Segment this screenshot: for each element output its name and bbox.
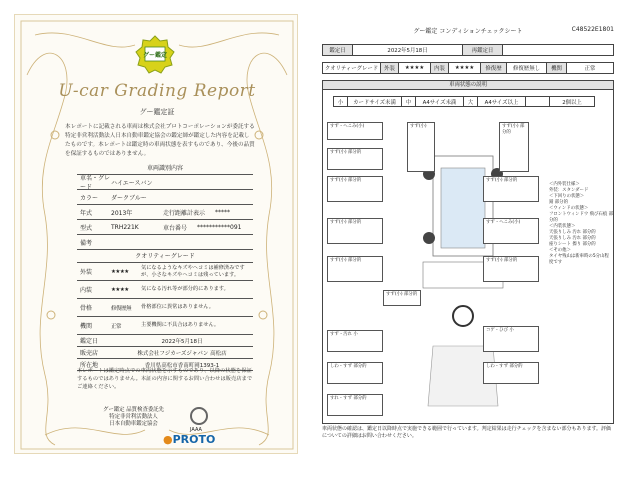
shop-value: 株式会社フジカーズジャパン 高松店 <box>137 350 227 357</box>
grade-row-frame <box>77 299 253 317</box>
footer-note: 本レポートは鑑定時点での車両状態を示すものであり、以降の状態を保証するものではありません。本証の内容に関するお問い合わせは販売店までご連絡ください。 <box>77 368 253 390</box>
grade-row-interior <box>77 281 253 299</box>
vehicle-section-title: 車両識別内容 <box>77 163 253 175</box>
damage-box: コゲ・ひび 小 <box>483 326 539 352</box>
vehicle-table <box>77 163 253 371</box>
grade-row <box>322 62 614 74</box>
row-value: ハイエースバン <box>111 179 153 187</box>
table-row <box>77 235 253 250</box>
jaaa-logo-icon <box>190 407 208 425</box>
certificate-title: U-car Grading Report <box>58 81 256 101</box>
proto-brand: PROTO <box>172 433 216 446</box>
engine-label: 機関 <box>547 63 567 73</box>
table-row <box>77 190 253 205</box>
legend-cell: 中 <box>402 97 416 106</box>
issuer-text: グー鑑定 品質検査委託先 特定非営利活動法人 日本自動車鑑定協会 <box>103 407 165 427</box>
year-label: 年式 <box>80 209 93 217</box>
condition-check-sheet <box>322 26 614 446</box>
damage-box: すず(小) 部分的 <box>327 176 383 202</box>
chassis-label: 車台番号 <box>163 224 188 232</box>
state-title: 車両状態の説明 <box>322 80 614 90</box>
grade-key: 骨格 <box>80 305 93 312</box>
grade-value: 正常 <box>111 323 122 330</box>
bottom-note: 車両状態の確認は、鑑定日以降時点で実施できる範囲で行っています。判定結果は走行チェックを含まない部分もあります。評価についての詳細はお問い合わせください。 <box>322 426 612 439</box>
row-key: カラー <box>80 194 99 202</box>
proto-mark-icon: ● <box>163 433 173 446</box>
legend-cell: カードサイズ未満 <box>348 97 402 106</box>
address-value: 香川県高松市香南町岡1393-1 <box>144 362 220 369</box>
grade-desc: 気になるようなキズやヘコミは補修済みですが、小さなキズやヘコミは残っています。 <box>141 264 245 278</box>
condition-notes: ＜内外装仕様＞ 外装：スタンダード ＜下回りの状態＞ 錆 部分的 ＜ウィンドの状態＞ フロントウィンドウ 飛び石痕 部分的 ＜内装状態＞ 天張りしみ 汚れ 部分的 天張りしみ 汚れ 部分的 座りシート 擦り 部分的 ＜その他＞ タイヤ残山は新車時の5分山程度です <box>549 182 613 265</box>
legend-cell: 小 <box>334 97 348 106</box>
damage-box: すず(小) <box>407 122 435 172</box>
vehicle-diagram <box>322 90 614 424</box>
year-value: 2013年 <box>111 209 133 217</box>
legend-cell: 2個以上 <box>562 99 582 106</box>
repair-label: 修復歴 <box>481 63 507 73</box>
legend-cell: A4サイズ未満 <box>416 97 464 106</box>
legend-cell: A4サイズ以上 <box>478 97 526 106</box>
legend-cell <box>526 97 550 106</box>
remarks-label: 備考 <box>80 239 93 247</box>
damage-box: すず(小) 部分的 <box>483 256 539 282</box>
repair-value: 修復歴無し <box>507 63 547 73</box>
grade-desc: 主要機関に不具合はありません。 <box>141 322 220 328</box>
grade-stars: ★★★★ <box>111 268 129 275</box>
date-label: 鑑定日 <box>80 338 99 345</box>
date-value: 2022年5月18日 <box>161 338 203 345</box>
damage-box: すれ・すず 部分的 <box>327 394 383 416</box>
size-legend <box>333 96 595 107</box>
sheet-code: C48522E1801 <box>571 26 614 33</box>
jaaa-label: JAAA <box>190 427 202 433</box>
grade-desc: 骨格部位に異常はありません。 <box>141 304 214 310</box>
model-value: TRH221K <box>111 223 139 231</box>
certificate-intro: 本レポートに記載される車両は株式会社プロトコーポレーションが委託する特定非営利活動法人日本自動車鑑定協会の鑑定師が鑑定した内容を記載したものです。本レポートは鑑定時の車両状態を表すものであり、今後の品質を保証するものではありません。 <box>65 124 255 157</box>
damage-box: すず(小) 部分的 <box>383 290 421 306</box>
damage-box: しわ・すず 部分的 <box>327 362 383 384</box>
grade-stars: ★★★★ <box>111 286 129 293</box>
table-row <box>77 220 253 235</box>
engine-value: 正常 <box>584 66 596 72</box>
legend-cell: 大 <box>464 97 478 106</box>
grade-row-engine <box>77 317 253 335</box>
date-value: 2022年5月18日 <box>353 45 463 55</box>
damage-box: しわ・すず 部分的 <box>483 362 539 384</box>
certificate-subtitle: グー鑑定証 <box>139 108 175 116</box>
damage-box: すず(小) 部分的 <box>327 256 383 282</box>
damage-box: すず・汚れ 小 <box>327 330 383 352</box>
grade-key: 外装 <box>80 269 93 276</box>
exterior-stars: ★★★★ <box>399 63 431 73</box>
reissue-label: 再鑑定日 <box>463 45 503 55</box>
damage-box: すず(小) 部分的 <box>483 176 539 202</box>
damage-box: すず(小) 部分的 <box>327 218 383 244</box>
date-row <box>322 44 614 56</box>
grade-key: 機関 <box>80 323 93 330</box>
grading-certificate <box>14 14 298 454</box>
reissue-value <box>503 45 613 55</box>
grade-key: 内装 <box>80 287 93 294</box>
date-label: 鑑定日 <box>323 45 353 55</box>
table-row <box>77 175 253 190</box>
interior-label: 内装 <box>431 63 449 73</box>
badge-text: グー鑑定 <box>142 52 168 59</box>
grade-label: クオリティーグレード <box>323 63 381 73</box>
damage-box: すず・へこみ(小) <box>483 218 539 244</box>
proto-logo <box>163 433 215 446</box>
chassis-value: ***********091 <box>197 223 242 231</box>
table-row <box>77 347 253 359</box>
grade-row-exterior <box>77 263 253 281</box>
damage-box: すず・へこみ(小) <box>327 122 383 140</box>
exterior-label: 外装 <box>381 63 399 73</box>
shop-label: 販売店 <box>80 350 99 357</box>
row-value: ダークブルー <box>111 194 147 202</box>
address-label: 所在地 <box>80 362 99 369</box>
table-row <box>77 205 253 220</box>
grade-section-title: クオリティーグレード <box>77 250 253 263</box>
interior-stars: ★★★★ <box>449 63 481 73</box>
damage-box: すず(小) 部分的 <box>499 122 529 172</box>
odometer-label: 走行距離計表示 <box>163 209 206 217</box>
row-key: 車名・グレード <box>80 175 111 191</box>
damage-box: すず(小) 部分的 <box>327 148 383 170</box>
grade-value: 修復歴無 <box>111 305 132 312</box>
info-rows <box>77 335 253 371</box>
goo-badge-icon <box>135 35 175 75</box>
grade-desc: 気になる汚れ等が部分的にあります。 <box>141 286 229 292</box>
model-label: 型式 <box>80 224 93 232</box>
table-row <box>77 335 253 347</box>
odometer-value: ***** <box>215 208 230 216</box>
sheet-title: グー鑑定 コンディションチェックシート <box>413 28 523 35</box>
